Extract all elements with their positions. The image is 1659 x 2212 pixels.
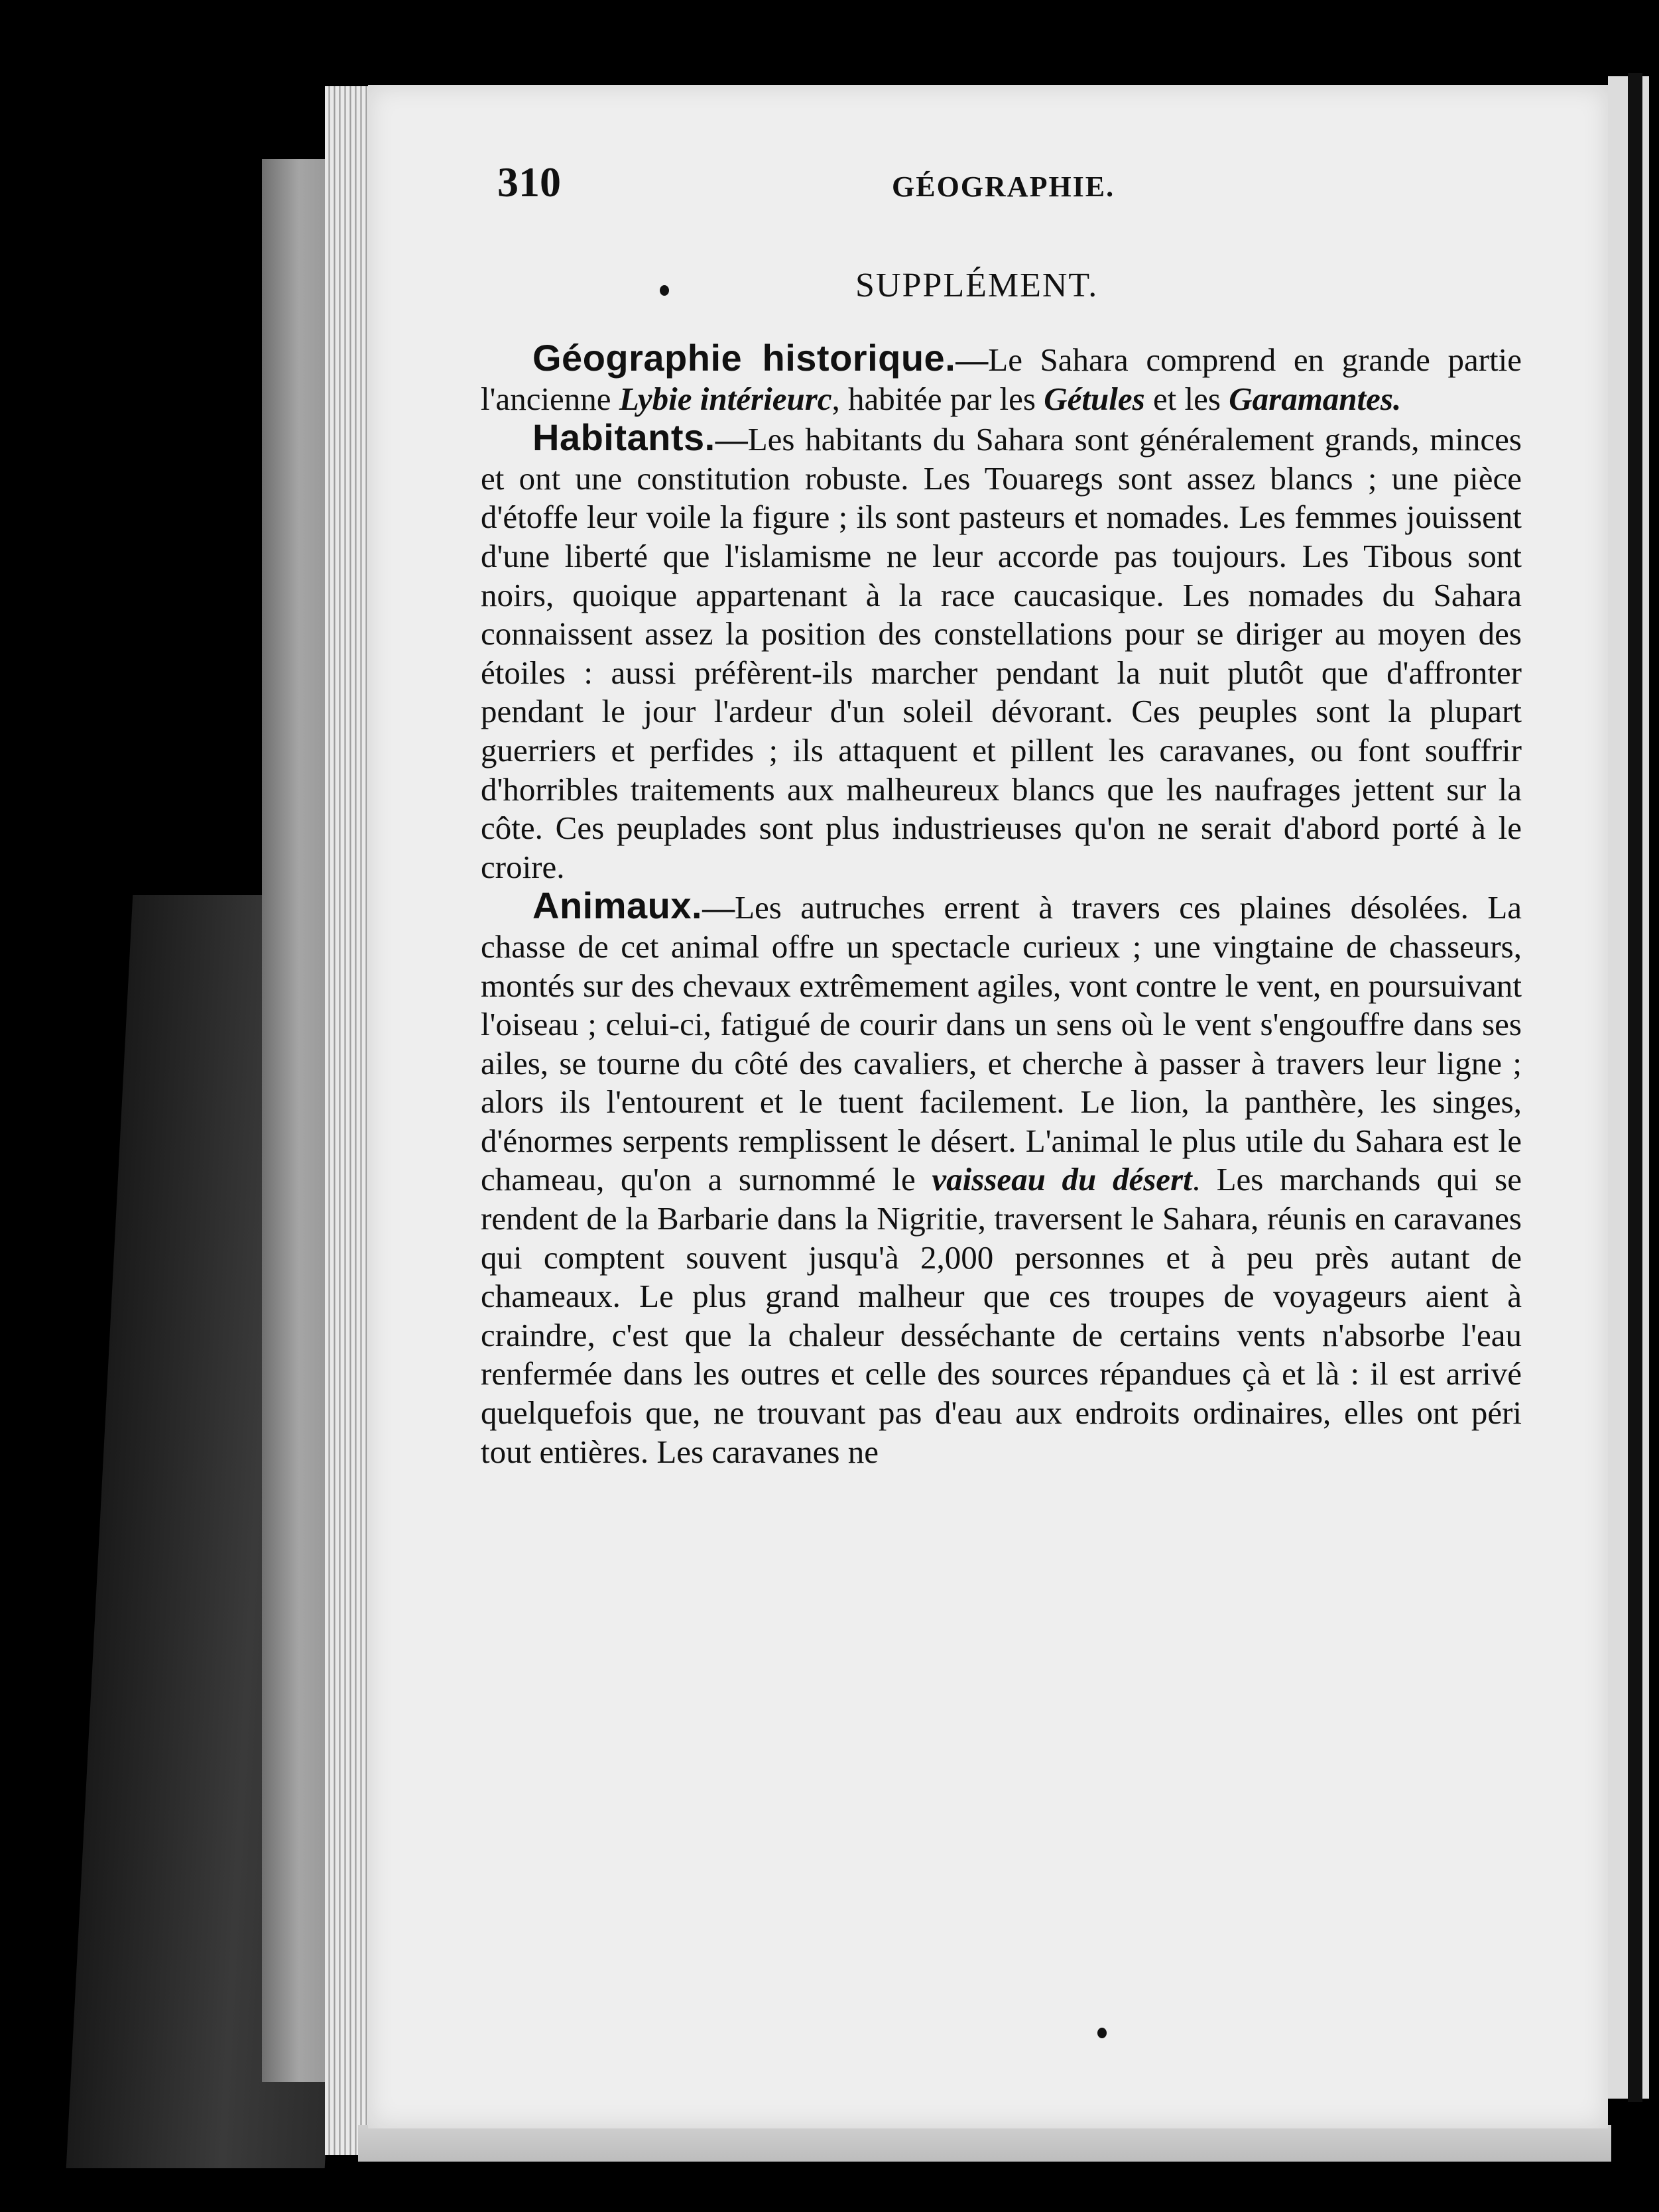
text-segment: Les habitants du Sahara sont généralement grands, minces et ont une constitution robuste. Les Touaregs sont assez blancs ; une pièce d'étoffe leur voile la figure ; ils sont pasteurs et nomades. Les femmes jouissent d'une liberté que l'islamisme ne leur accorde pas toujours. Les Tibous sont noirs, quoique appartenant à la race caucasique. Les nomades du Sahara connaissent assez la position des constellations pour se diriger au moyen des étoiles : aussi préfèrent-ils marcher pendant la nuit plutôt que d'affronter pendant le jour l'ardeur d'un soleil dévorant. Ces peuples sont la plupart guerriers et perfides ; ils attaquent et pillent les caravanes, ou font souffrir d'horribles traitements aux malheureux blancs que les naufrages jettent sur la côte. Ces peuplades sont plus industrieuses qu'on ne serait d'abord porté à le croire. bbox=[481, 421, 1522, 885]
italic-segment: Gétules bbox=[1044, 380, 1145, 417]
paragraph-lead: Animaux. bbox=[532, 885, 703, 927]
text-segment: Le Sahara comprend en grande partie l'ancienne bbox=[481, 341, 1522, 417]
italic-segment: Lybie intérieurc bbox=[619, 380, 832, 417]
running-head: GÉOGRAPHIE. bbox=[892, 170, 1115, 203]
right-dark-gap bbox=[1628, 73, 1642, 2102]
page-bottom-edge bbox=[358, 2125, 1611, 2162]
paragraph-lead: Habitants. bbox=[532, 416, 715, 459]
section-title: SUPPLÉMENT. bbox=[855, 267, 1099, 304]
italic-segment: vaisseau du désert bbox=[932, 1161, 1192, 1198]
em-dash: — bbox=[955, 341, 989, 378]
italic-segment: Garamantes. bbox=[1229, 380, 1402, 417]
page-number: 310 bbox=[497, 158, 561, 206]
text-segment: , habitée par les bbox=[831, 380, 1044, 417]
paragraph-geographie-historique bbox=[481, 339, 1522, 418]
paragraph-habitants bbox=[481, 418, 1522, 887]
print-speck bbox=[660, 285, 669, 296]
text-segment: Les autruches errent à travers ces plaines désolées. La chasse de cet animal offre un spectacle curieux ; une vingtaine de chasseurs, montés sur des chevaux extrêmement agiles, vont contre le vent, en poursuivant l'oiseau ; celui-ci, fatigué de courir dans un sens où le vent s'engouffre dans ses ailes, se tourne du côté des cavaliers, et cherche à passer à travers leur ligne ; alors ils l'entourent et le tuent facilement. Le lion, la panthère, les singes, d'énormes serpents remplissent le désert. L'animal le plus utile du Sahara est le chameau, qu'on a surnommé le bbox=[481, 889, 1522, 1198]
em-dash: — bbox=[702, 889, 735, 926]
paragraph-animaux bbox=[481, 887, 1522, 1471]
print-speck bbox=[1097, 2028, 1107, 2038]
paragraph-lead: Géographie historique. bbox=[532, 337, 956, 379]
book-page bbox=[368, 85, 1608, 2128]
text-segment: et les bbox=[1144, 380, 1229, 417]
text-segment: . Les marchands qui se rendent de la Barbarie dans la Nigritie, traversent le Sahara, réunis en caravanes qui comptent souvent jusqu'à 2,000 personnes et à peu près autant de chameaux. Le plus grand malheur que ces troupes de voyageurs aient à craindre, c'est que la chaleur desséchante de certains vents n'absorbe l'eau renfermée dans les outres et celle des sources répandues çà et là : il est arrivé quelquefois que, ne trouvant pas d'eau aux endroits ordinaires, elles ont péri tout entières. Les caravanes ne bbox=[481, 1161, 1522, 1470]
em-dash: — bbox=[715, 421, 748, 458]
body-text bbox=[481, 339, 1522, 1471]
